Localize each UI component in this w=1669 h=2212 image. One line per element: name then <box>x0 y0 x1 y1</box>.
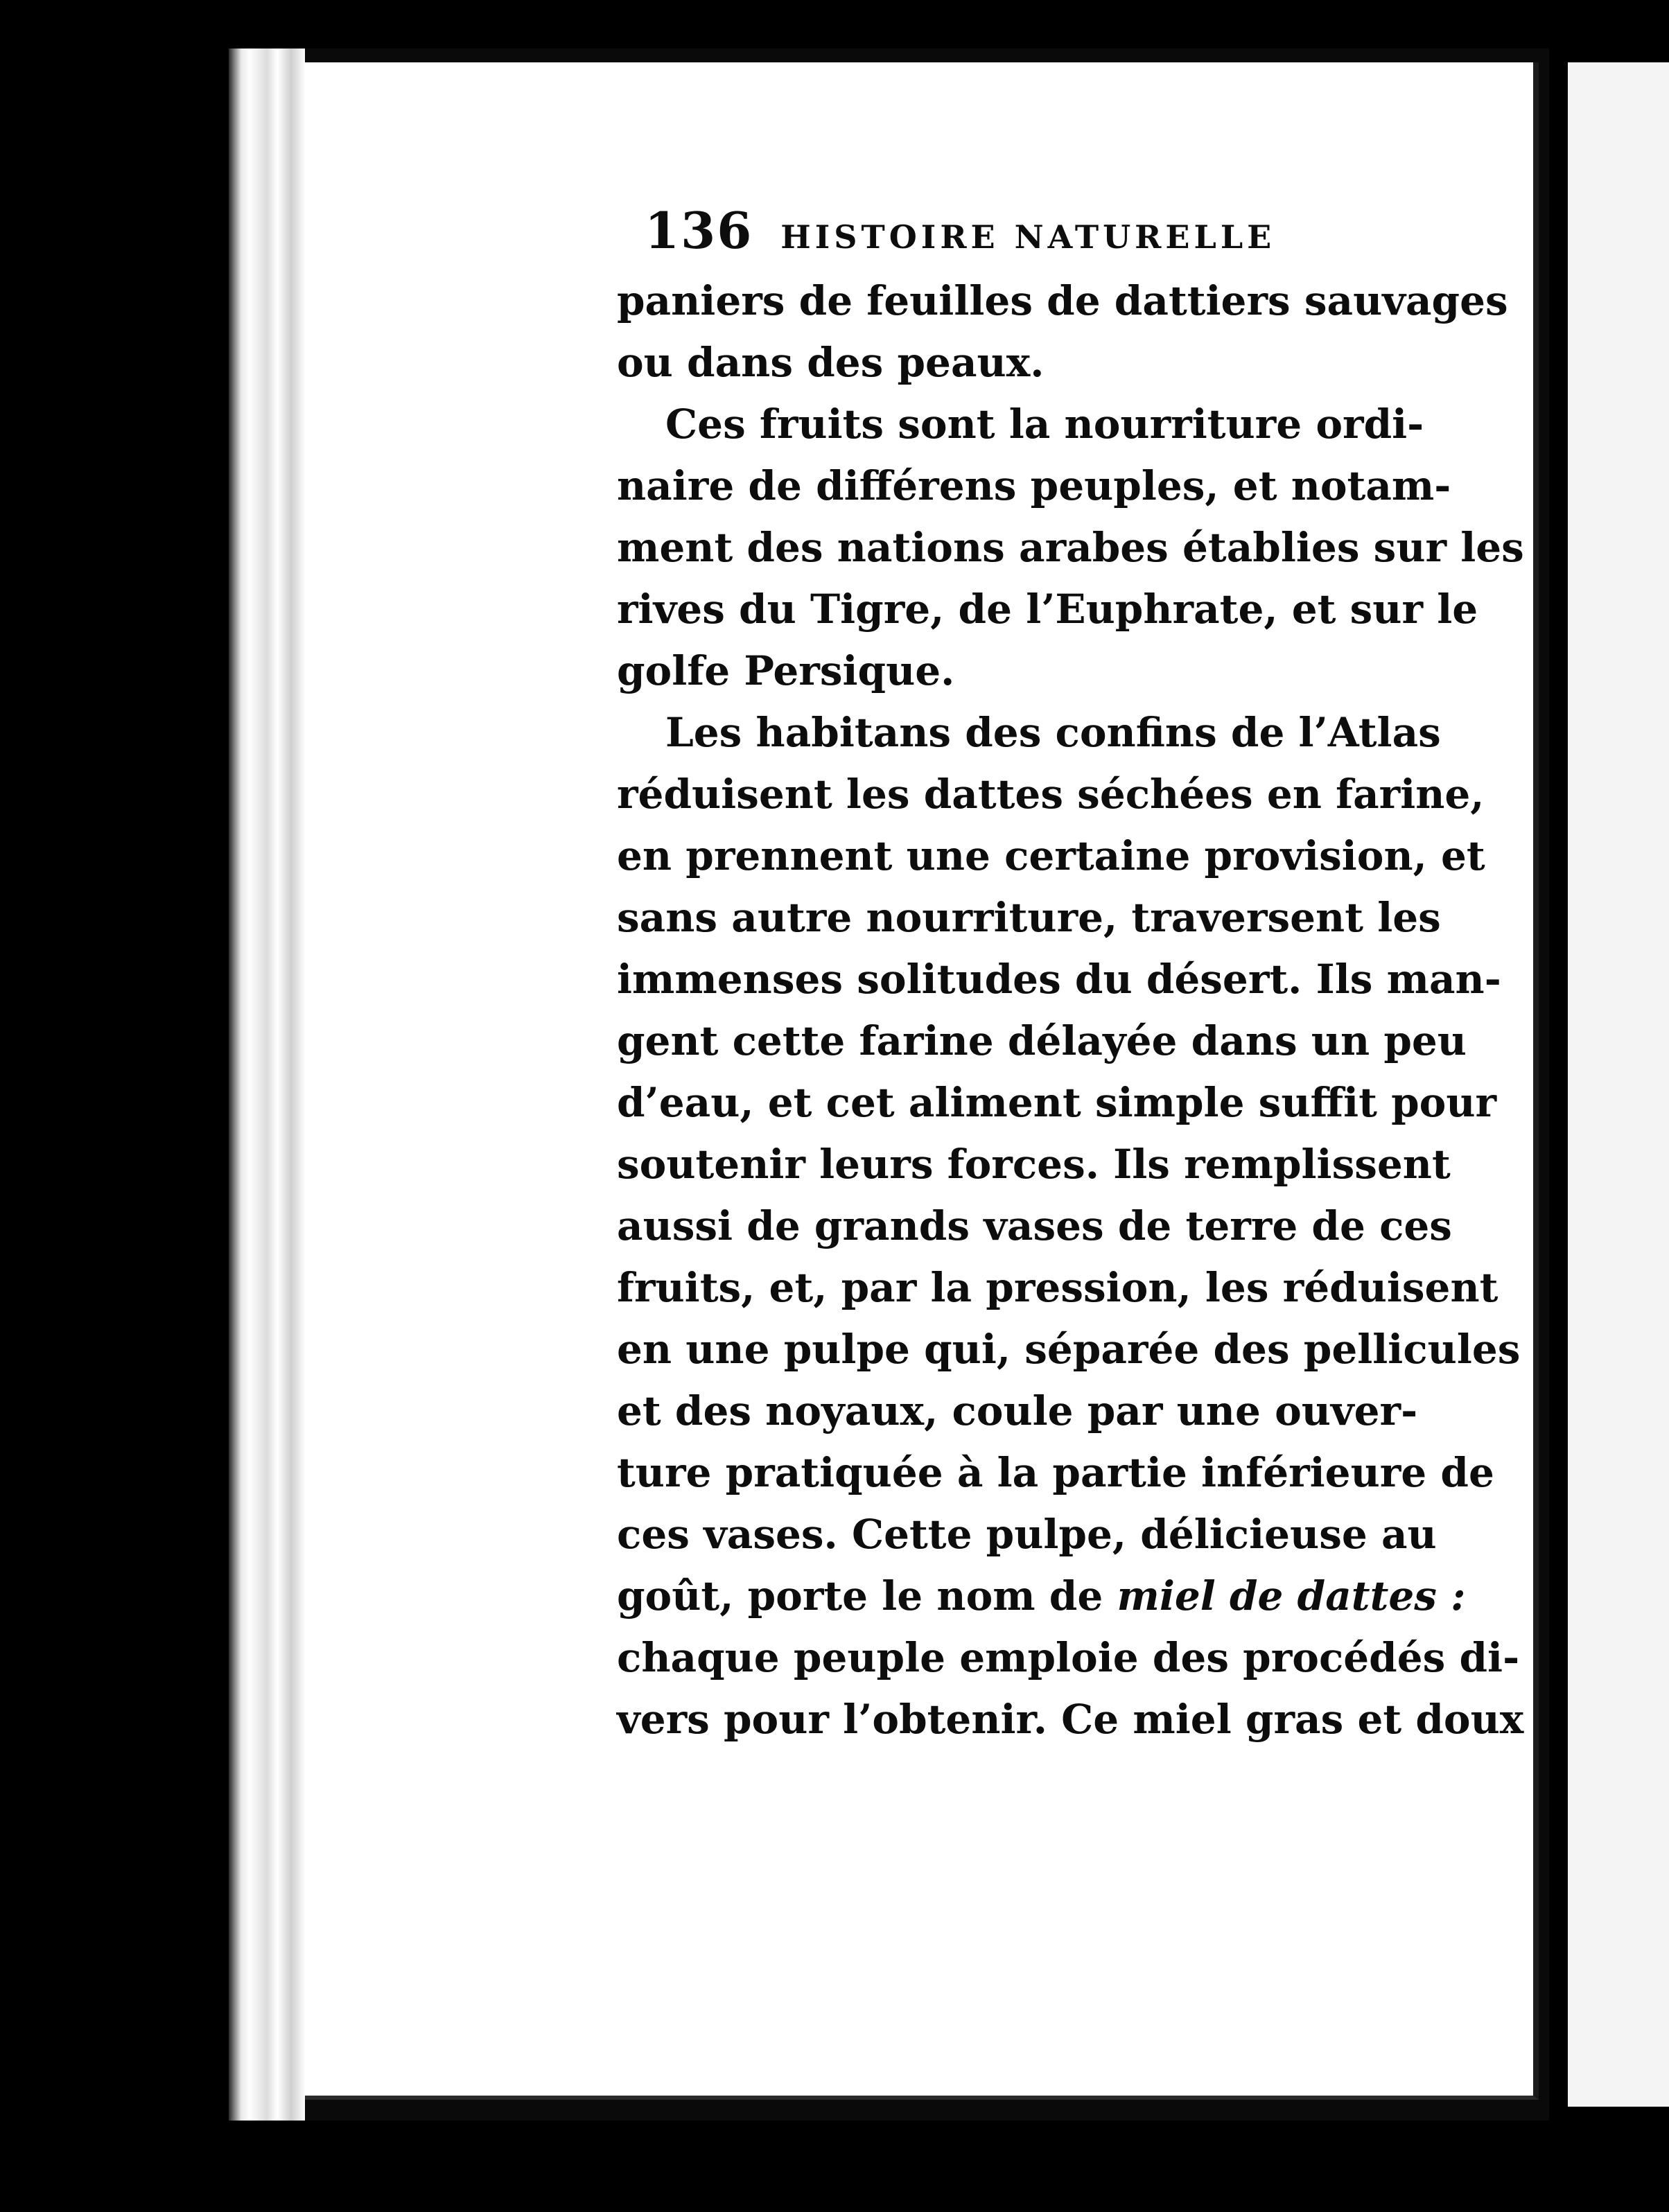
text-line <box>617 1565 1466 1627</box>
text-line: chaque peuple emploie des procédés di- <box>617 1634 1520 1681</box>
text-line: ces vases. Cette pulpe, délicieuse au <box>617 1511 1437 1558</box>
text-line: vers pour l’obtenir. Ce miel gras et doux <box>617 1696 1524 1743</box>
text-line: ment des nations arabes établies sur les <box>617 524 1524 571</box>
body-text <box>617 270 1524 1750</box>
text-line: d’eau, et cet aliment simple suffit pour <box>617 1079 1497 1126</box>
text-line: fruits, et, par la pression, les réduisent <box>617 1264 1498 1311</box>
text-line: naire de différens peuples, et notam- <box>617 462 1451 509</box>
facing-page-edge <box>1568 62 1669 2107</box>
scan-left-border <box>0 0 229 2212</box>
text-line: soutenir leurs forces. Ils remplissent <box>617 1141 1451 1188</box>
scan-bottom-border <box>0 2121 1669 2212</box>
text-line: rives du Tigre, de l’Euphrate, et sur le <box>617 586 1478 633</box>
text-line: aussi de grands vases de terre de ces <box>617 1202 1452 1249</box>
text-line: immenses solitudes du désert. Ils man- <box>617 956 1501 1003</box>
text-line: et des noyaux, coule par une ouver- <box>617 1387 1418 1434</box>
running-title: HISTOIRE NATURELLE <box>780 218 1276 256</box>
text-line: en prennent une certaine provision, et <box>617 832 1485 879</box>
text-line: Ces fruits sont la nourriture ordi- <box>665 401 1424 448</box>
text-line: golfe Persique. <box>617 647 955 694</box>
page-text-block <box>617 201 1524 1750</box>
running-head <box>645 201 1393 270</box>
text-line: gent cette farine délayée dans un peu <box>617 1017 1467 1064</box>
text-line: réduisent les dattes séchées en farine, <box>617 771 1485 818</box>
page-stack-edge <box>229 49 305 2121</box>
text-line: en une pulpe qui, séparée des pellicules <box>617 1326 1521 1373</box>
text-line-roman: goût, porte le nom de <box>617 1572 1117 1620</box>
text-line: paniers de feuilles de dattiers sauvages <box>617 277 1508 324</box>
text-line: ture pratiquée à la partie inférieure de <box>617 1449 1494 1496</box>
page-number: 136 <box>645 201 753 260</box>
scan-top-border <box>0 0 1669 49</box>
text-line-italic: miel de dattes : <box>1117 1572 1466 1620</box>
text-line: Les habitans des confins de l’Atlas <box>665 709 1441 756</box>
text-line: ou dans des peaux. <box>617 339 1045 386</box>
text-line: sans autre nourriture, traversent les <box>617 894 1441 941</box>
